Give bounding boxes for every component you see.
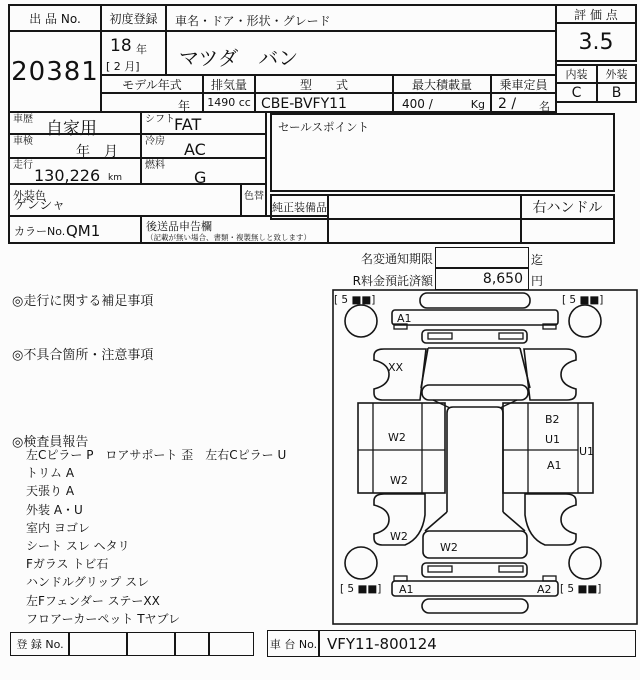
registration-no-cell-4	[208, 632, 254, 656]
history-value: 自家用	[46, 119, 97, 139]
registration-no-cell-2	[126, 632, 176, 656]
report-line: 天張り A	[26, 484, 75, 499]
chassis-no-label: 車 台 No.	[267, 630, 320, 657]
front-left-wheel	[345, 305, 377, 337]
score-header: 評 価 点	[555, 4, 637, 24]
name-change-label: 名変通知期限	[360, 252, 433, 266]
capacity-number: 2 /	[498, 96, 517, 112]
headlight-left	[428, 333, 452, 339]
code-left-quarter: W2	[390, 530, 408, 543]
exterior-color-value: ゲンシャ	[14, 198, 66, 213]
roof-shape	[447, 407, 503, 512]
interior-grade-value: C	[555, 82, 598, 103]
rear-right-wheel	[569, 547, 601, 579]
chassis-no-value: VFY11-800124	[318, 630, 636, 657]
inspector-report-list	[26, 446, 286, 628]
right-rear-fender-shape	[525, 494, 576, 545]
report-line: 外装 A・U	[26, 502, 83, 517]
first-registration-header: 初度登録	[100, 4, 167, 32]
code-rear-gate: W2	[440, 541, 458, 554]
mileage-cell	[8, 157, 142, 185]
shift-cell	[140, 111, 267, 135]
interior-grade-header: 内装	[555, 64, 598, 84]
left-front-fender-shape	[374, 349, 426, 400]
code-right-rocker: U1	[579, 445, 595, 458]
fuel-value: G	[194, 168, 207, 187]
shift-value: FAT	[174, 115, 202, 134]
exterior-grade-header: 外装	[596, 64, 637, 84]
inspector-report-heading: ◎検査員報告	[12, 435, 89, 450]
tire-marker-rear-left: [ 5 ■■]	[340, 583, 382, 595]
ac-label: 冷房	[145, 136, 165, 147]
auction-no-value: 20381	[8, 30, 102, 113]
report-line: シート スレ ヘタリ	[26, 539, 130, 554]
driving-notes-heading: ◎走行に関する補足事項	[12, 294, 154, 309]
history-label: 車歴	[13, 114, 33, 125]
ac-value: AC	[184, 140, 206, 159]
code-left-front-fender: XX	[388, 361, 404, 374]
report-line: フロアーカーペット Tヤブレ	[26, 611, 181, 626]
model-code-header: 型 式	[254, 74, 394, 94]
color-no-cell	[8, 215, 142, 244]
first-reg-month: [ 2 月]	[106, 60, 140, 73]
auction-no-header: 出 品 No.	[8, 4, 102, 32]
code-rear-bumper-left: A1	[399, 583, 414, 596]
max-load-header: 最大積載量	[392, 74, 492, 94]
vehicle-damage-diagram	[332, 289, 638, 625]
displacement-header: 排気量	[202, 74, 256, 94]
front-bumper-shape	[392, 310, 558, 325]
car-name-header: 車名・ドア・形状・グレード	[165, 4, 557, 32]
steering-cell: 右ハンドル	[520, 194, 615, 220]
max-load-number: 400 /	[402, 97, 433, 111]
windshield-shape	[422, 385, 528, 400]
report-line: 左Fフェンダー ステーXX	[26, 593, 160, 608]
empty-cell-left	[327, 218, 522, 244]
score-value: 3.5	[555, 22, 637, 62]
code-rear-bumper-right: A2	[537, 583, 552, 596]
tire-marker-rear-right: [ 5 ■■]	[560, 583, 602, 595]
mileage-unit: km	[108, 173, 122, 183]
car-name-value: マツダ バン	[165, 30, 557, 76]
code-left-front-door: W2	[388, 431, 406, 444]
recycle-fee-label: R料金預託済額	[352, 274, 433, 288]
max-load-unit: Kg	[470, 98, 485, 111]
defects-heading: ◎不具合箇所・注意事項	[12, 348, 154, 363]
report-line: トリム A	[26, 466, 75, 481]
code-front-bumper: A1	[397, 312, 412, 325]
model-year-value: 年	[100, 92, 204, 113]
model-year-header: モデル年式	[100, 74, 204, 94]
displacement-value: 1490 cc	[202, 92, 256, 113]
sales-point-box: セールスポイント	[270, 113, 615, 192]
report-line: Fガラス トビ石	[26, 557, 109, 572]
right-front-fender-shape	[524, 349, 576, 400]
max-load-value	[392, 92, 492, 113]
tire-marker-front-right: [ 5 ■■]	[562, 294, 604, 306]
empty-cell-right	[520, 218, 615, 244]
code-right-door-upper: B2	[545, 413, 560, 426]
name-change-suffix: 迄	[531, 253, 544, 267]
code-right-rear-door: A1	[547, 459, 562, 472]
first-reg-year: 18	[110, 36, 132, 56]
first-reg-year-unit: 年	[136, 43, 147, 56]
recycle-fee-unit: 円	[531, 274, 544, 288]
code-left-rear-door: W2	[390, 474, 408, 487]
front-right-wheel	[569, 305, 601, 337]
mileage-label: 走行	[13, 160, 33, 171]
taillight-right	[499, 566, 523, 572]
exterior-color-cell	[8, 183, 242, 217]
report-line: 左Cピラー P ロアサポート 歪 左右Cピラー U	[26, 448, 287, 462]
report-line: ハンドルグリップ スレ	[26, 575, 150, 590]
mileage-value: 130,226	[34, 166, 101, 185]
headlight-right	[499, 333, 523, 339]
later-items-label: 後送品申告欄	[146, 220, 212, 233]
recycle-fee-amount: 8,650	[435, 268, 529, 290]
name-change-box	[435, 247, 529, 268]
inspection-label: 車検	[13, 136, 33, 147]
rear-left-wheel	[345, 547, 377, 579]
registration-no-label: 登 録 No.	[10, 632, 70, 656]
first-registration-value	[100, 30, 167, 76]
exterior-grade-value: B	[596, 82, 637, 103]
color-no-label: カラーNo.	[14, 225, 66, 238]
inspection-value: 年 月	[76, 144, 118, 160]
registration-no-cell-3	[174, 632, 210, 656]
code-right-door-lower: U1	[545, 433, 561, 446]
report-line: 室内 ヨゴレ	[26, 520, 90, 535]
rear-bumper-shape	[392, 581, 558, 596]
genuine-equipment-label: 純正装備品	[270, 194, 329, 220]
history-cell	[8, 111, 142, 139]
exterior-color-label: 外装色	[13, 189, 46, 202]
rear-gate-shape	[423, 531, 527, 558]
registration-no-cell-1	[68, 632, 128, 656]
ac-cell	[140, 133, 267, 159]
color-no-value: QM1	[66, 222, 101, 240]
model-code-value: CBE-BVFY11	[254, 92, 394, 113]
tire-marker-front-left: [ 5 ■■]	[334, 294, 376, 306]
inspection-cell	[8, 133, 142, 159]
fuel-cell	[140, 157, 267, 185]
taillight-left	[428, 566, 452, 572]
color-change-cell	[240, 183, 267, 217]
fuel-label: 燃料	[145, 160, 165, 171]
color-change-label: 色替	[244, 191, 264, 202]
shift-label: シフト	[145, 114, 175, 125]
capacity-header: 乗車定員	[490, 74, 557, 94]
capacity-unit: 名	[539, 100, 550, 113]
genuine-equipment-value	[327, 194, 522, 220]
capacity-value	[490, 92, 557, 113]
later-items-note: （記載が無い場合、書類・複製無しと致します）	[146, 233, 311, 242]
